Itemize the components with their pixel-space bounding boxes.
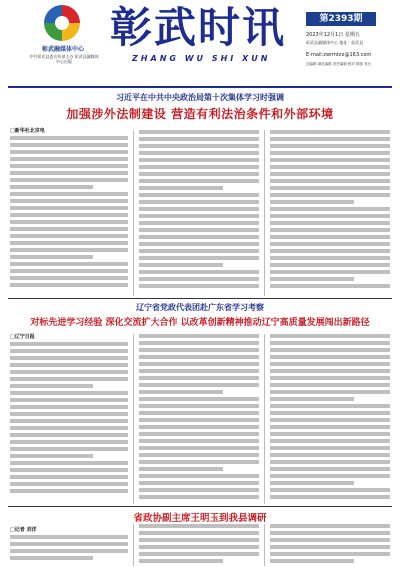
article3-column-1 — [10, 535, 128, 565]
newspaper-title-en: ZHANG WU SHI XUN — [132, 54, 271, 63]
column-divider — [264, 334, 265, 504]
column-divider — [133, 524, 134, 566]
issue-date: 2023年12月1日 星期五 — [306, 32, 360, 38]
column-divider — [264, 130, 265, 296]
newspaper-title: 彰武时讯 — [110, 4, 287, 52]
article2-byline: □辽宁日报 — [10, 334, 35, 340]
article2-column-1 — [10, 342, 128, 502]
contact-email[interactable]: E-mail:zwrmtzx@163.com — [306, 52, 372, 58]
logo-subtitle: 中共彰武县委宣传部主办 彰武县融媒体中心出版 — [29, 54, 99, 64]
article2-column-3 — [270, 334, 390, 502]
staff-list: 总编辑 副总编辑 责任编辑 校对 排版 发行 — [306, 62, 372, 66]
article1-column-2 — [139, 130, 259, 294]
article2-kicker: 辽宁省党政代表团赴广东省学习考察 — [136, 303, 264, 312]
article1-kicker: 习近平在中共中央政治局第十次集体学习时强调 — [116, 93, 284, 102]
article1-headline[interactable]: 加强涉外法制建设 营造有利法治条件和外部环境 — [66, 107, 334, 121]
publisher-meta: 彰武县融媒体中心 地址：彰武县 — [306, 40, 364, 45]
article2-headline[interactable]: 对标先进学习经验 深化交流扩大合作 以改革创新精神推动辽宁高质量发展闯出新路径 — [30, 318, 370, 328]
issue-number: 第2393期 — [306, 12, 376, 26]
column-divider — [133, 130, 134, 296]
article3-byline: □记者 刘洋 — [10, 527, 37, 533]
column-divider — [264, 524, 265, 566]
article1-column-1 — [10, 136, 128, 294]
section-divider — [8, 298, 392, 299]
article3-headline[interactable]: 省政协副主席王明玉到我县调研 — [133, 513, 267, 524]
article2-column-2 — [139, 334, 259, 502]
section-divider — [8, 506, 392, 507]
logo-caption: 彰武融媒体中心 — [41, 46, 84, 53]
article3-column-3 — [270, 524, 390, 566]
column-divider — [133, 334, 134, 504]
article3-column-2 — [139, 524, 259, 566]
article1-byline: □新华社北京电 — [10, 128, 45, 134]
masthead — [0, 0, 400, 88]
article1-column-3 — [270, 130, 390, 294]
media-center-logo-icon — [44, 5, 80, 41]
masthead-divider — [8, 86, 392, 88]
